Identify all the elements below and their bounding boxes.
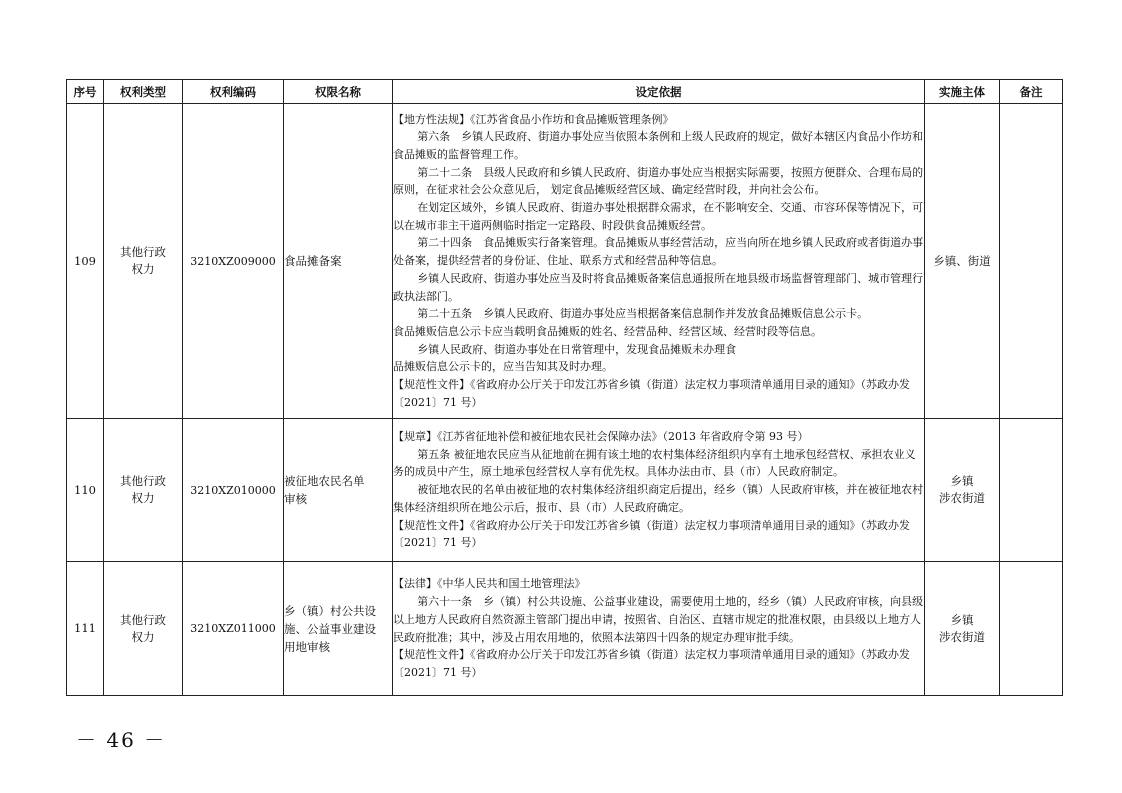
cell-subject: [925, 562, 1000, 696]
rights-table: [66, 79, 1063, 696]
cell-seq: 109: [67, 104, 104, 419]
cell-subject: [925, 419, 1000, 562]
cell-note: [1000, 419, 1063, 562]
name-line: 审核: [284, 492, 307, 506]
header-basis: 设定依据: [393, 80, 925, 104]
header-subject: 实施主体: [925, 80, 1000, 104]
cell-basis: [393, 419, 925, 562]
type-line: 权力: [131, 491, 155, 505]
cell-type: [104, 104, 183, 419]
basis-paragraph: 第五条 被征地农民应当从征地前在拥有该土地的农村集体经济组织内享有土地承包经营权、承担农业义务的成员中产生，原土地承包经营权人享有优先权。具体办法由市、县（市）人民政府制定。: [393, 447, 916, 479]
header-code: 权利编码: [183, 80, 284, 104]
cell-name: [284, 419, 393, 562]
cell-basis: [393, 104, 925, 419]
table-row: [67, 562, 1063, 696]
basis-paragraph: 乡镇人民政府、街道办事处应当及时将食品摊贩备案信息通报所在地县级市场监督管理部门、城市管理行政执法部门。: [393, 271, 924, 303]
basis-heading: 【规范性文件】《省政府办公厅关于印发江苏省乡镇（街道）法定权力事项清单通用目录的通知》（苏政办发〔2021〕71 号）: [393, 648, 910, 679]
name-line: 用地审核: [284, 639, 330, 654]
header-seq: 序号: [67, 80, 104, 104]
basis-paragraph: 第二十五条 乡镇人民政府、街道办事处应当根据备案信息制作并发放食品摊贩信息公示卡。: [417, 307, 869, 321]
cell-code: 3210XZ010000: [183, 419, 284, 562]
basis-heading: 【法律】《中华人民共和国土地管理法》: [393, 577, 586, 591]
cell-name: [284, 104, 393, 419]
basis-paragraph: 被征地农民的名单由被征地的农村集体经济组织商定后提出，经乡（镇）人民政府审核，并在被征地农村集体经济组织所在地公示后，报市、县（市）人民政府确定。: [393, 483, 924, 514]
cell-note: [1000, 104, 1063, 419]
header-note: 备注: [1000, 80, 1063, 104]
basis-paragraph: 乡镇人民政府、街道办事处在日常管理中，发现食品摊贩未办理食: [417, 342, 737, 356]
basis-heading: 【规章】《江苏省征地补偿和被征地农民社会保障办法》（2013 年省政府令第 93 号）: [393, 430, 809, 444]
basis-paragraph: 第二十四条 食品摊贩实行备案管理。食品摊贩从事经营活动，应当向所在地乡镇人民政府或者街道办事处备案，提供经营者的身份证、住址、联系方式和经营品种等信息。: [393, 236, 924, 268]
cell-basis: [393, 562, 925, 696]
subject-line: 涉农街道: [939, 629, 985, 644]
type-line: 其他行政: [120, 612, 166, 627]
basis-paragraph: 第二十二条 县级人民政府和乡镇人民政府、街道办事处应当根据实际需要，按照方便群众、合理布局的原则，在征求社会公众意见后， 划定食品摊贩经营区域、确定经营时段，并向社会公布。: [393, 165, 924, 197]
cell-seq: 111: [67, 562, 104, 696]
type-line: 其他行政: [120, 245, 166, 259]
cell-seq: 110: [67, 419, 104, 562]
subject-line: 涉农街道: [939, 491, 985, 505]
basis-paragraph: 品摊贩信息公示卡的，应当告知其及时办理。: [393, 360, 613, 374]
type-line: 权力: [131, 262, 155, 276]
page-number: － 46 －: [76, 728, 167, 752]
subject-line: 乡镇、街道: [933, 253, 991, 268]
basis-paragraph: 在划定区域外，乡镇人民政府、街道办事处根据群众需求，在不影响安全、交通、市容环保等情况下，可以在城市非主干道两侧临时指定一定路段、时段供食品摊贩经营。: [393, 201, 924, 232]
cell-subject: [925, 104, 1000, 419]
header-name: 权限名称: [284, 80, 393, 104]
basis-paragraph: 第六十一条 乡（镇）村公共设施、公益事业建设，需要使用土地的，经乡（镇）人民政府审核，向县级以上地方人民政府自然资源主管部门提出申请，按照省、自治区、直辖市规定的批准权限，由县级以上地方人民政府批准；其中，涉及占用农用地的，依照本法第四十四条的规定办理审批手续。: [393, 595, 924, 644]
type-line: 权力: [131, 629, 155, 644]
cell-code: 3210XZ009000: [183, 104, 284, 419]
basis-paragraph: 第六条 乡镇人民政府、街道办事处应当依照本条例和上级人民政府的规定，做好本辖区内食品小作坊和食品摊贩的监督管理工作。: [393, 130, 924, 161]
cell-type: [104, 419, 183, 562]
name-line: 施、公益事业建设: [284, 621, 376, 636]
name-line: 被征地农民名单: [284, 474, 365, 488]
basis-heading: 【规范性文件】《省政府办公厅关于印发江苏省乡镇（街道）法定权力事项清单通用目录的通知》（苏政办发〔2021〕71 号）: [393, 378, 910, 409]
subject-line: 乡镇: [950, 474, 974, 488]
cell-code: 3210XZ011000: [183, 562, 284, 696]
name-line: 乡（镇）村公共设: [284, 603, 376, 618]
table-row: [67, 419, 1063, 562]
cell-type: [104, 562, 183, 696]
basis-heading: 【地方性法规】《江苏省食品小作坊和食品摊贩管理条例》: [393, 112, 674, 126]
header-type: 权利类型: [104, 80, 183, 104]
type-line: 其他行政: [120, 474, 166, 488]
basis-paragraph: 食品摊贩信息公示卡应当载明食品摊贩的姓名、经营品种、经营区域、经营时段等信息。: [393, 324, 822, 338]
table-row: [67, 104, 1063, 419]
subject-line: 乡镇: [950, 612, 974, 627]
name-line: 食品摊备案: [284, 254, 342, 268]
basis-heading: 【规范性文件】《省政府办公厅关于印发江苏省乡镇（街道）法定权力事项清单通用目录的通知》（苏政办发〔2021〕71 号）: [393, 518, 910, 550]
table-header-row: [67, 80, 1063, 104]
cell-name: [284, 562, 393, 696]
cell-note: [1000, 562, 1063, 696]
